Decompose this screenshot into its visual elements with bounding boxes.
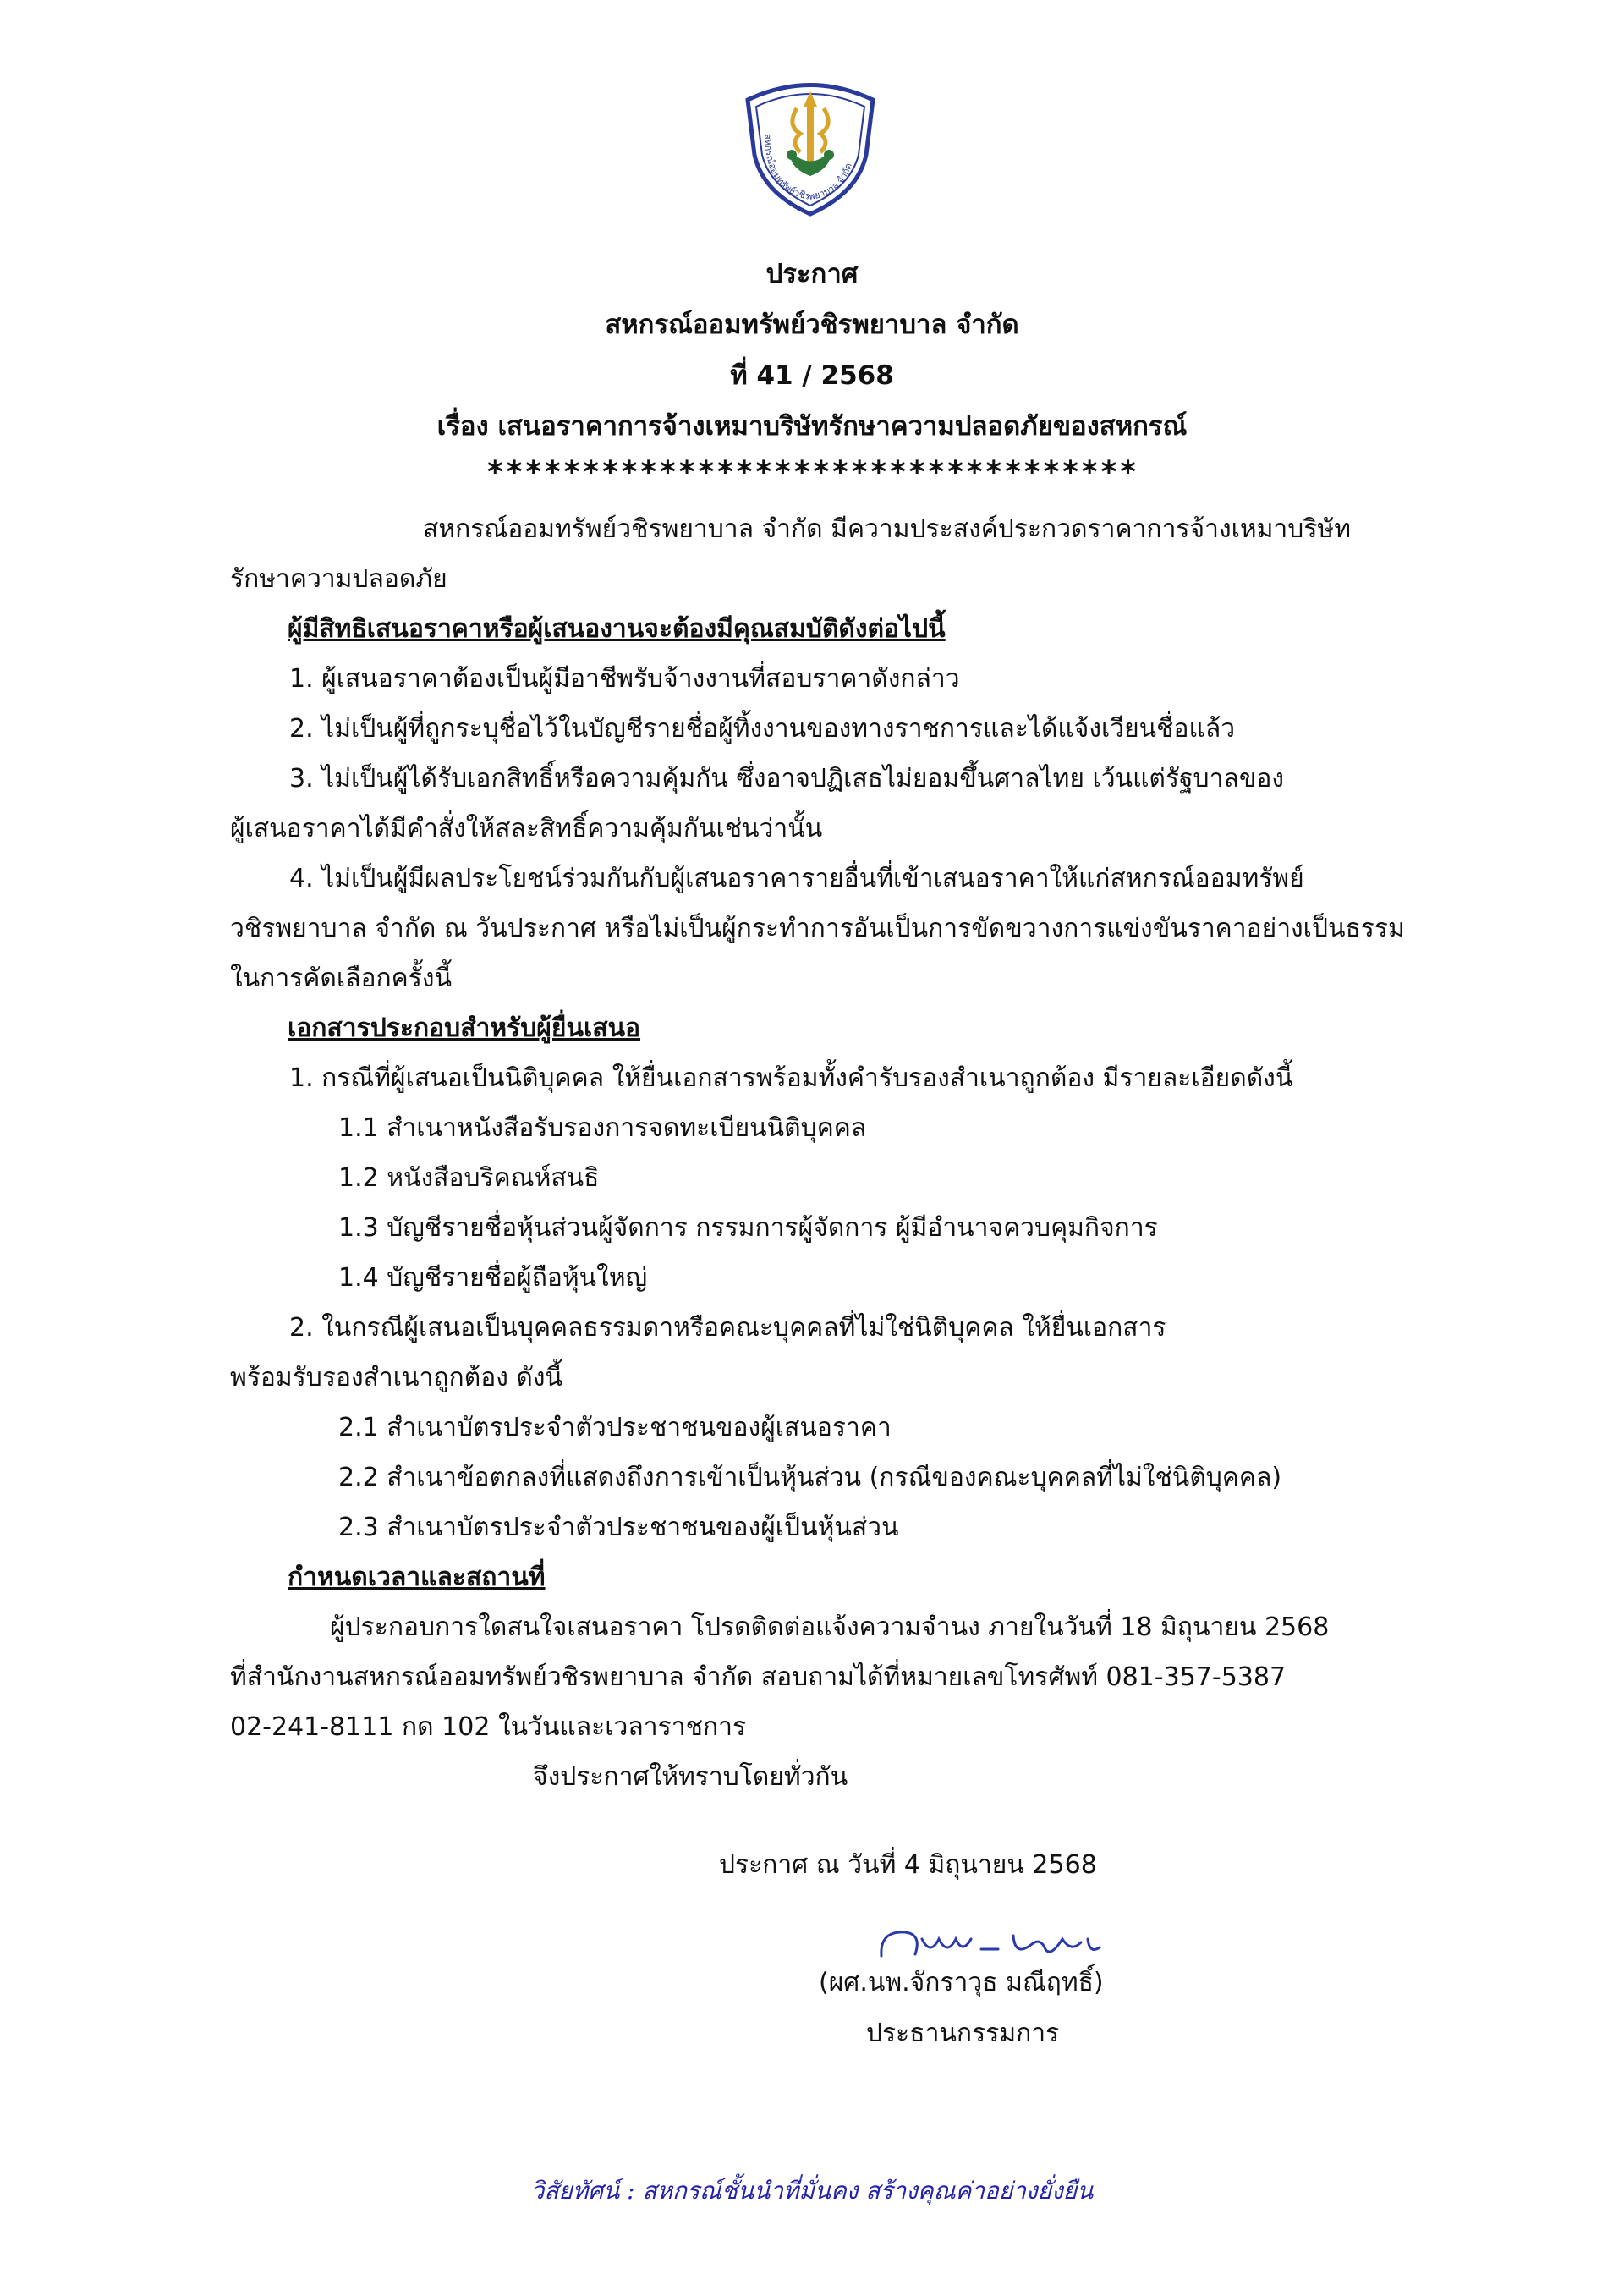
header-organization: สหกรณ์ออมทรัพย์วชิรพยาบาล จำกัด bbox=[605, 310, 1019, 340]
document-sub-1-1: 1.1 สำเนาหนังสือรับรองการจดทะเบียนนิติบุคคล bbox=[338, 1113, 867, 1143]
section-qualifications-title: ผู้มีสิทธิเสนอราคาหรือผู้เสนองานจะต้องมีคุณสมบัติดังต่อไปนี้ bbox=[288, 614, 946, 644]
header-number: ที่ 41 / 2568 bbox=[730, 360, 894, 391]
document-sub-1-2: 1.2 หนังสือบริคณห์สนธิ bbox=[338, 1163, 600, 1193]
qualification-item-3: 3. ไม่เป็นผู้ได้รับเอกสิทธิ์หรือความคุ้มกัน ซึ่งอาจปฏิเสธไม่ยอมขึ้นศาลไทย เว้นแต่รัฐบาลของ bbox=[289, 764, 1285, 794]
document-sub-1-3: 1.3 บัญชีรายชื่อหุ้นส่วนผู้จัดการ กรรมการผู้จัดการ ผู้มีอำนาจควบคุมกิจการ bbox=[338, 1213, 1158, 1243]
signatory-name: (ผศ.นพ.จักราวุธ มณีฤทธิ์) bbox=[819, 1968, 1104, 1997]
closing-notice: จึงประกาศให้ทราบโดยทั่วกัน bbox=[533, 1762, 848, 1792]
document-sub-2-2: 2.2 สำเนาข้อตกลงที่แสดงถึงการเข้าเป็นหุ้นส่วน (กรณีของคณะบุคคลที่ไม่ใช่นิติบุคคล) bbox=[338, 1463, 1282, 1492]
qualification-item-4-cont: วชิรพยาบาล จำกัด ณ วันประกาศ หรือไม่เป็นผู้กระทำการอันเป็นการขัดขวางการแข่งขันราคาอย่างเป็นธรรม bbox=[230, 914, 1405, 943]
header-subject: เรื่อง เสนอราคาการจ้างเหมาบริษัทรักษาความปลอดภัยของสหกรณ์ bbox=[436, 411, 1188, 442]
document-sub-2-3: 2.3 สำเนาบัตรประจำตัวประชาชนของผู้เป็นหุ้นส่วน bbox=[338, 1513, 899, 1542]
star-divider: ********************************** bbox=[486, 455, 1138, 490]
intro-line-1: สหกรณ์ออมทรัพย์วชิรพยาบาล จำกัด มีความประสงค์ประกวดราคาการจ้างเหมาบริษัท bbox=[423, 514, 1351, 544]
schedule-line-2: ที่สำนักงานสหกรณ์ออมทรัพย์วชิรพยาบาล จำกัด สอบถามได้ที่หมายเลขโทรศัพท์ 081-357-5387 bbox=[230, 1662, 1287, 1692]
qualification-item-4: 4. ไม่เป็นผู้มีผลประโยชน์ร่วมกันกับผู้เสนอราคารายอื่นที่เข้าเสนอราคาให้แก่สหกรณ์ออมทรัพย์ bbox=[289, 864, 1304, 893]
announcement-date: ประกาศ ณ วันที่ 4 มิถุนายน 2568 bbox=[719, 1850, 1097, 1880]
qualification-item-3-cont: ผู้เสนอราคาได้มีคำสั่งให้สละสิทธิ์ความคุ้มกันเช่นว่านั้น bbox=[230, 814, 823, 843]
logo-text: สหกรณ์ออมทรัพย์วชิรพยาบาล จำกัด bbox=[761, 133, 855, 203]
header-announcement: ประกาศ bbox=[765, 259, 859, 289]
document-item-2: 2. ในกรณีผู้เสนอเป็นบุคคลธรรมดาหรือคณะบุคคลที่ไม่ใช่นิติบุคคล ให้ยื่นเอกสาร bbox=[289, 1313, 1166, 1343]
document-item-2-cont: พร้อมรับรองสำเนาถูกต้อง ดังนี้ bbox=[230, 1363, 563, 1392]
footer-vision: วิสัยทัศน์ : สหกรณ์ชั้นนำที่มั่นคง สร้างคุณค่าอย่างยั่งยืน bbox=[530, 2177, 1094, 2205]
schedule-line-3: 02-241-8111 กด 102 ในวันและเวลาราชการ bbox=[230, 1712, 747, 1742]
signatory-title: ประธานกรรมการ bbox=[866, 2019, 1060, 2048]
document-item-1: 1. กรณีที่ผู้เสนอเป็นนิติบุคคล ให้ยื่นเอกสารพร้อมทั้งคำรับรองสำเนาถูกต้อง มีรายละเอียดดังนี้ bbox=[289, 1063, 1293, 1093]
document-sub-2-1: 2.1 สำเนาบัตรประจำตัวประชาชนของผู้เสนอราคา bbox=[338, 1413, 892, 1442]
qualification-item-4-cont-2: ในการคัดเลือกครั้งนี้ bbox=[230, 964, 452, 993]
schedule-line-1: ผู้ประกอบการใดสนใจเสนอราคา โปรดติดต่อแจ้งความจำนง ภายในวันที่ 18 มิถุนายน 2568 bbox=[330, 1612, 1330, 1642]
section-schedule-title: กำหนดเวลาและสถานที่ bbox=[288, 1563, 546, 1592]
section-documents-title: เอกสารประกอบสำหรับผู้ยื่นเสนอ bbox=[288, 1013, 641, 1043]
intro-line-2: รักษาความปลอดภัย bbox=[230, 564, 447, 594]
document-sub-1-4: 1.4 บัญชีรายชื่อผู้ถือหุ้นใหญ่ bbox=[338, 1263, 648, 1293]
qualification-item-2: 2. ไม่เป็นผู้ที่ถูกระบุชื่อไว้ในบัญชีรายชื่อผู้ทิ้งงานของทางราชการและได้แจ้งเวียนชื่อแล้ว bbox=[289, 714, 1236, 744]
qualification-item-1: 1. ผู้เสนอราคาต้องเป็นผู้มีอาชีพรับจ้างงานที่สอบราคาดังกล่าว bbox=[289, 664, 960, 694]
cooperative-logo bbox=[731, 74, 890, 218]
